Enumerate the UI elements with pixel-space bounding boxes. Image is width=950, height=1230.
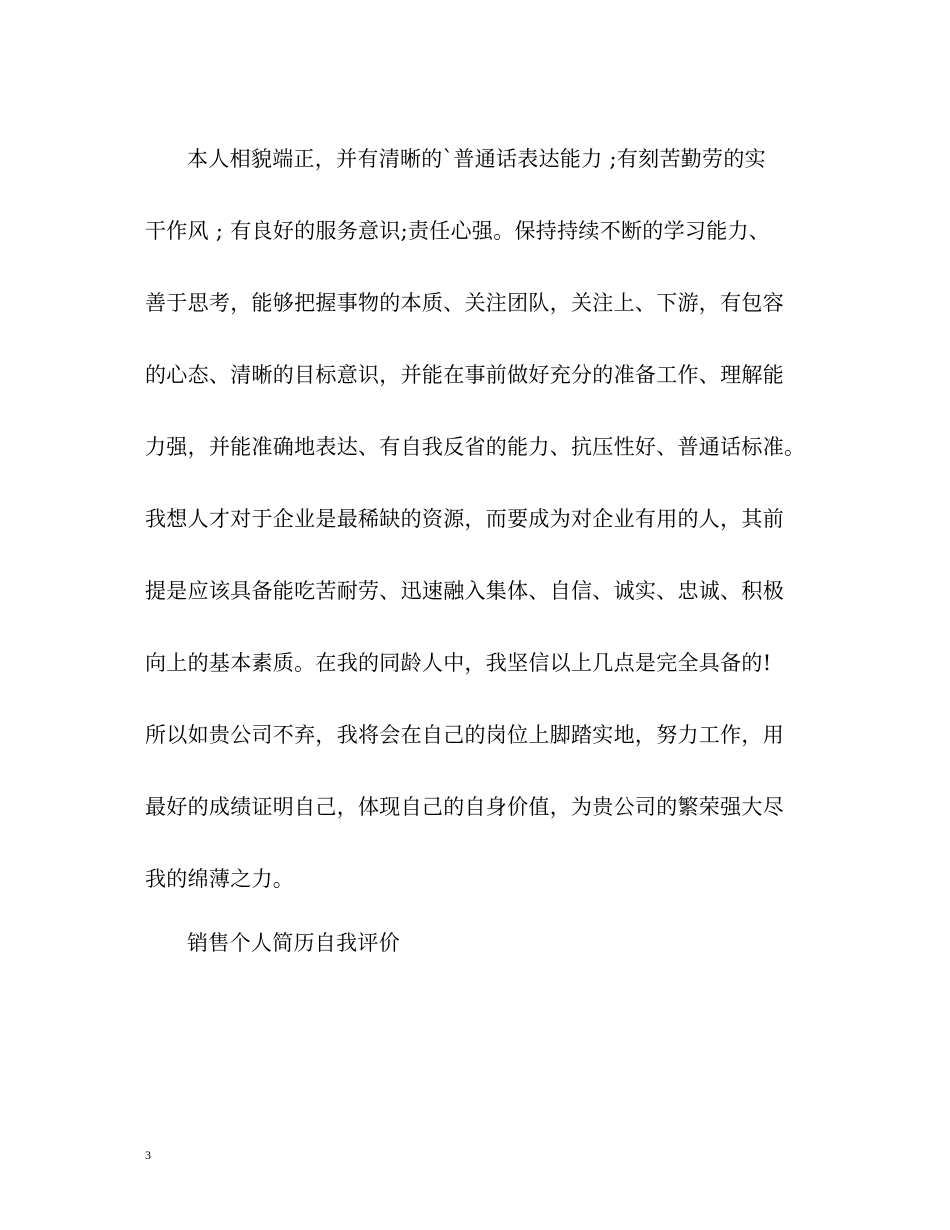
paragraph-line-10: 最好的成绩证明自己，体现自己的自身价值，为贵公司的繁荣强大尽 bbox=[145, 795, 784, 819]
paragraph-line-8: 向上的基本素质。在我的同龄人中，我坚信以上几点是完全具备的! bbox=[145, 651, 772, 675]
paragraph-line-6: 我想人才对于企业是最稀缺的资源，而要成为对企业有用的人，其前 bbox=[145, 507, 784, 531]
paragraph-line-9: 所以如贵公司不弃，我将会在自己的岗位上脚踏实地，努力工作，用 bbox=[145, 723, 784, 747]
paragraph-line-4: 的心态、清晰的目标意识，并能在事前做好充分的准备工作、理解能 bbox=[145, 363, 784, 387]
paragraph-line-1: 本人相貌端正，并有清晰的`普通话表达能力 ;有刻苦勤劳的实 bbox=[187, 147, 766, 171]
section-heading: 销售个人简历自我评价 bbox=[187, 931, 400, 955]
paragraph-line-7: 提是应该具备能吃苦耐劳、迅速融入集体、自信、诚实、忠诚、积极 bbox=[145, 579, 784, 603]
paragraph-line-5: 力强，并能准确地表达、有自我反省的能力、抗压性好、普通话标准。 bbox=[145, 435, 806, 459]
paragraph-line-3: 善于思考，能够把握事物的本质、关注团队，关注上、下游，有包容 bbox=[145, 291, 784, 315]
page-number: 3 bbox=[145, 1148, 151, 1162]
paragraph-line-2: 干作风 ; 有良好的服务意识;责任心强。保持持续不断的学习能力、 bbox=[145, 219, 771, 243]
paragraph-line-11: 我的绵薄之力。 bbox=[145, 867, 295, 891]
